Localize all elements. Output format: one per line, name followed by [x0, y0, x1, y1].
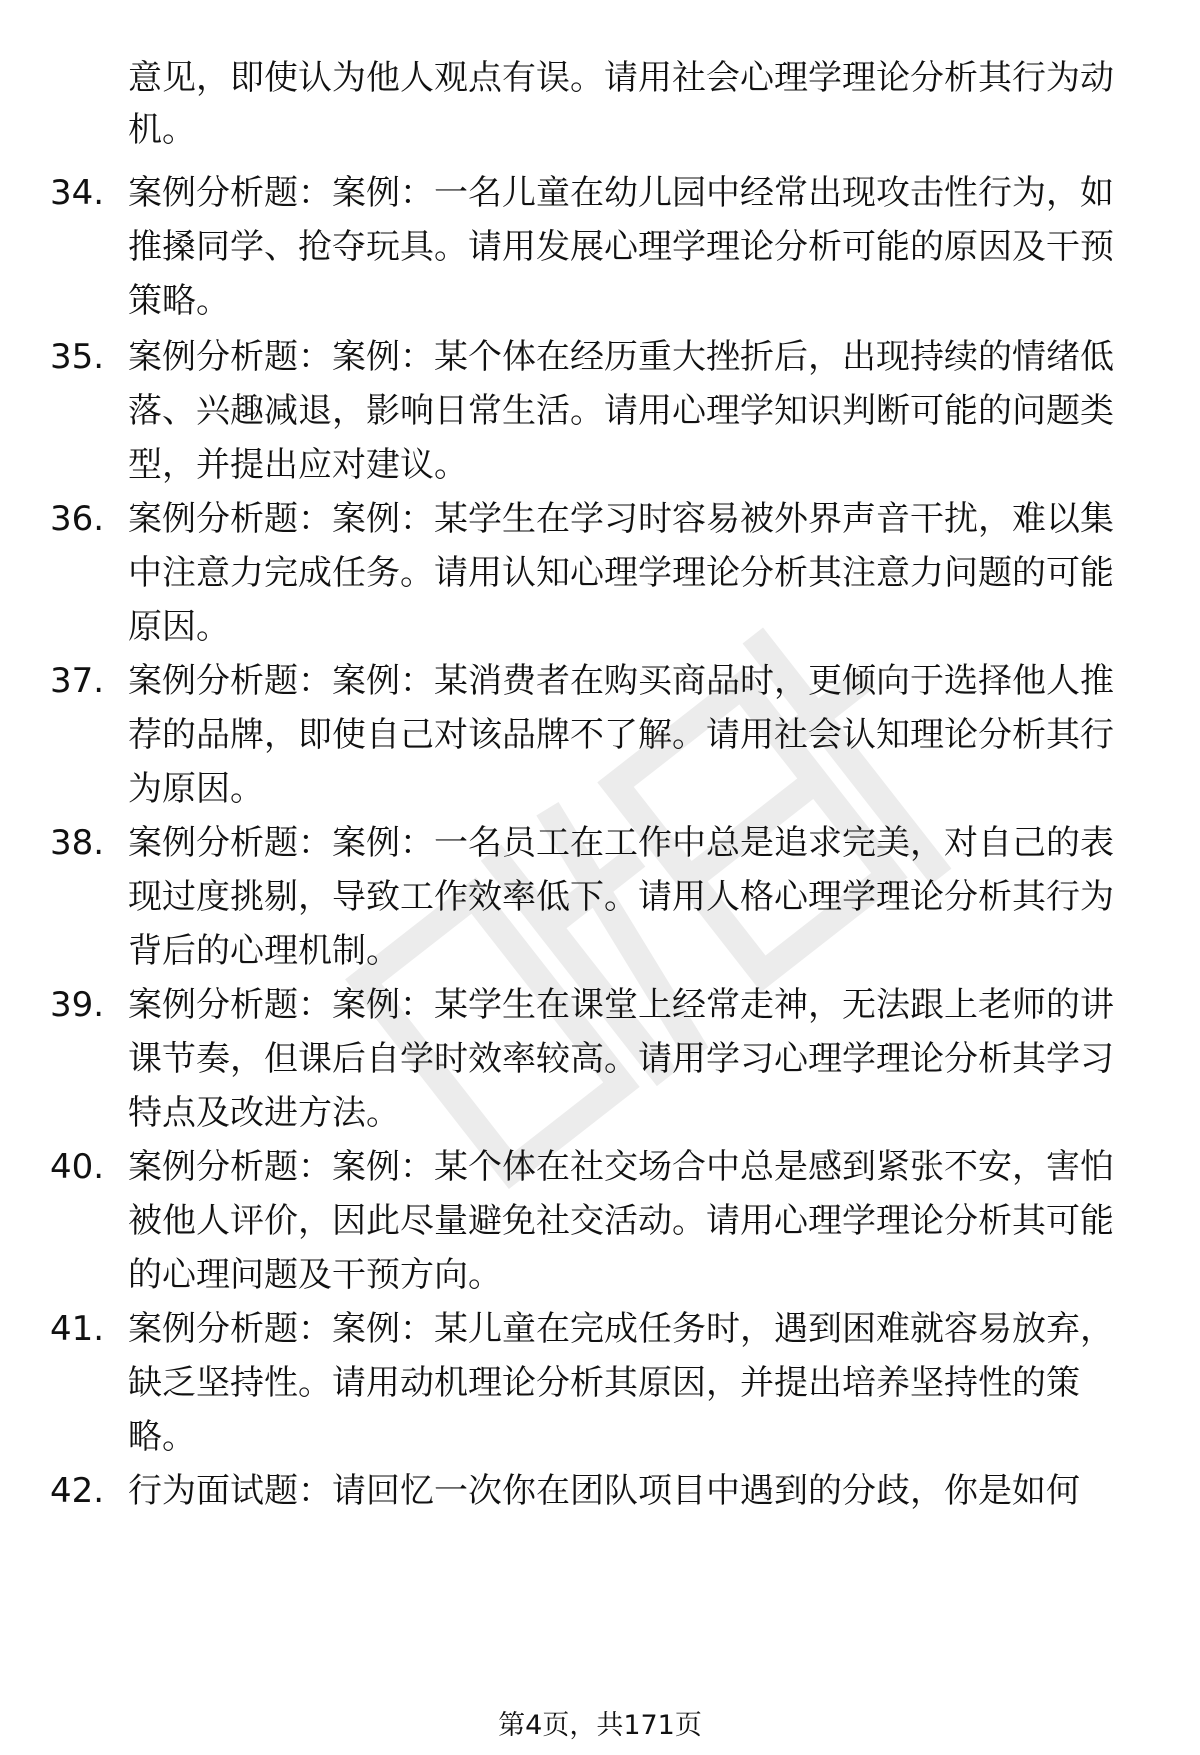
question-item	[50, 492, 1150, 654]
question-item	[50, 1140, 1150, 1302]
question-text: 案例分析题：案例：某学生在课堂上经常走神，无法跟上老师的讲课节奏，但课后自学时效率较高。请用学习心理学理论分析其学习特点及改进方法。	[128, 985, 1114, 1133]
question-text: 案例分析题：案例：某消费者在购买商品时，更倾向于选择他人推荐的品牌，即使自己对该品牌不了解。请用社会认知理论分析其行为原因。	[128, 661, 1114, 809]
question-number: 41.	[50, 1309, 105, 1349]
page-footer: 第4页，共171页	[498, 1710, 702, 1741]
question-text: 案例分析题：案例：一名儿童在幼儿园中经常出现攻击性行为，如推搡同学、抢夺玩具。请用发展心理学理论分析可能的原因及干预策略。	[128, 173, 1114, 321]
question-text: 案例分析题：案例：某儿童在完成任务时，遇到困难就容易放弃，缺乏坚持性。请用动机理论分析其原因，并提出培养坚持性的策略。	[128, 1309, 1114, 1457]
question-number: 36.	[50, 499, 105, 539]
question-text: 案例分析题：案例：某学生在学习时容易被外界声音干扰，难以集中注意力完成任务。请用认知心理学理论分析其注意力问题的可能原因。	[128, 499, 1114, 647]
question-number: 39.	[50, 985, 105, 1025]
continuation-paragraph: 意见，即使认为他人观点有误。请用社会心理学理论分析其行为动机。	[128, 58, 1114, 150]
question-text: 行为面试题：请回忆一次你在团队项目中遇到的分歧，你是如何	[128, 1471, 1080, 1511]
question-text: 案例分析题：案例：某个体在经历重大挫折后，出现持续的情绪低落、兴趣减退，影响日常生活。请用心理学知识判断可能的问题类型，并提出应对建议。	[128, 337, 1114, 485]
question-number: 40.	[50, 1147, 105, 1187]
question-item	[50, 330, 1150, 492]
question-item	[50, 1302, 1150, 1464]
question-item	[50, 816, 1150, 978]
question-number: 37.	[50, 661, 105, 701]
question-text: 案例分析题：案例：一名员工在工作中总是追求完美，对自己的表现过度挑剔，导致工作效率低下。请用人格心理学理论分析其行为背后的心理机制。	[128, 823, 1114, 971]
question-number: 42.	[50, 1471, 105, 1511]
question-number: 34.	[50, 173, 105, 213]
question-item	[50, 1464, 1150, 1518]
question-item	[50, 978, 1150, 1140]
question-item	[50, 654, 1150, 816]
question-text: 案例分析题：案例：某个体在社交场合中总是感到紧张不安，害怕被他人评价，因此尽量避免社交活动。请用心理学理论分析其可能的心理问题及干预方向。	[128, 1147, 1114, 1295]
question-item	[50, 166, 1150, 328]
question-number: 35.	[50, 337, 105, 377]
question-number: 38.	[50, 823, 105, 863]
